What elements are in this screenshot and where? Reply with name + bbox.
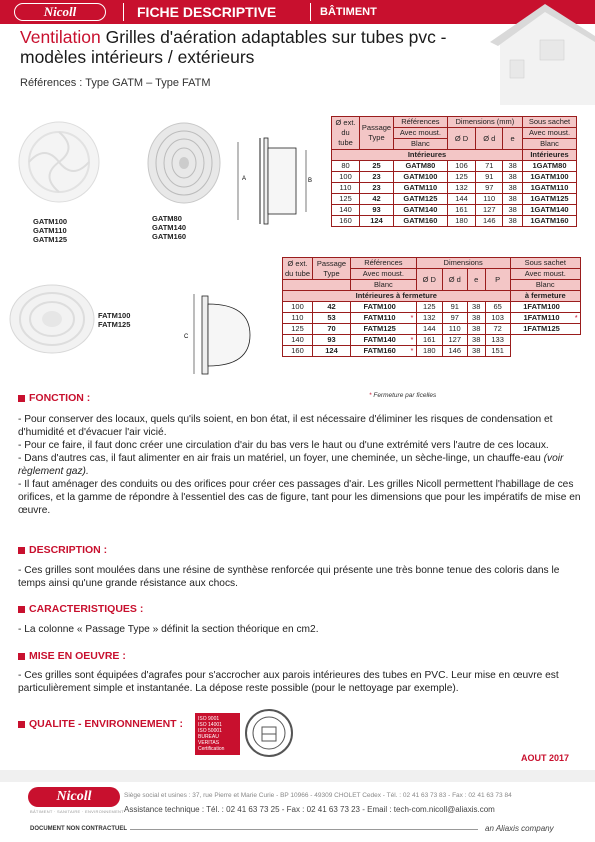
- col-sachet: Sous sachet: [510, 258, 580, 269]
- group-interieures: Intérieures à fermeture: [283, 291, 511, 302]
- table-row: 125 70 FATM125 144 110 38 72 1FATM125: [283, 324, 581, 335]
- fatm-dimension-drawing: [180, 290, 264, 378]
- bureau-veritas-badge-icon: [244, 707, 294, 759]
- product-label-gatm1: GATM100 GATM110 GATM125: [33, 217, 68, 244]
- col-blanc2: Blanc: [510, 280, 580, 291]
- col-e: e: [503, 128, 523, 150]
- col-avec2: Avec moust.: [510, 269, 580, 280]
- document-date: AOUT 2017: [521, 753, 570, 763]
- table-row: 110 53 FATM110 * 132 97 38 103 1FATM110 *: [283, 313, 581, 324]
- section-heading-description: DESCRIPTION :: [18, 544, 107, 556]
- references-line: Références : Type GATM – Type FATM: [20, 77, 211, 89]
- col-avec: Avec moust.: [351, 269, 417, 280]
- fatm-references-table: [282, 257, 581, 357]
- group-interieures2: Intérieures: [523, 150, 577, 161]
- title-keyword: Ventilation: [20, 27, 101, 47]
- header-title: FICHE DESCRIPTIVE: [137, 4, 277, 20]
- col-passage: Passage Type: [360, 117, 394, 150]
- footer-logo: Nicoll: [28, 787, 120, 807]
- page-title: [20, 27, 500, 67]
- table-row: 160 124 GATM160 180 146 38 1GATM160: [332, 216, 577, 227]
- col-avec2: Avec moust.: [523, 128, 577, 139]
- footer-disclaimer: DOCUMENT NON CONTRACTUEL: [30, 826, 127, 832]
- col-e: e: [467, 269, 485, 291]
- footer-technical-contact: Assistance technique : Tél. : 02 41 63 73 25 - Fax : 02 41 63 73 23 - Email : tech-com.nicoll@aliaxis.com: [124, 805, 495, 814]
- table-row: 100 23 GATM100 125 91 38 1GATM100: [332, 172, 577, 183]
- group-fermeture: à fermeture: [510, 291, 580, 302]
- header-divider: [310, 3, 311, 21]
- table-footnote: * Fermeture par ficelles: [369, 392, 437, 399]
- footer-address: Siège social et usines : 37, rue Pierre et Marie Curie - BP 10966 - 49309 CHOLET Cedex - Tél. : 02 41 63 73 83 - Fax : 02 41 63 73 84: [124, 792, 512, 799]
- col-sachet: Sous sachet: [523, 117, 577, 128]
- section-heading-mise-en-oeuvre: MISE EN OEUVRE :: [18, 650, 126, 662]
- header-subtitle: BÂTIMENT: [320, 6, 377, 18]
- dim-c-label: C: [184, 334, 189, 340]
- section-heading-qualite: QUALITE - ENVIRONNEMENT :: [18, 718, 183, 730]
- col-dimensions: Dimensions (mm): [447, 117, 522, 128]
- footer-divider: [130, 829, 478, 830]
- table-row: 80 25 GATM80 106 71 38 1GATM80: [332, 161, 577, 172]
- col-D: Ø D: [416, 269, 442, 291]
- section-heading-caracteristiques: CARACTERISTIQUES :: [18, 603, 143, 615]
- grille-gatm-louver-image: [146, 120, 222, 206]
- footer-tagline: BÂTIMENT · SANITAIRE · ENVIRONNEMENT: [30, 809, 124, 814]
- table-row: 125 42 GATM125 144 110 38 1GATM125: [332, 194, 577, 205]
- col-references: Références: [394, 117, 448, 128]
- gatm-dimension-drawing: [232, 132, 312, 230]
- title-line2: modèles intérieurs / extérieurs: [20, 47, 255, 67]
- brand-logo: Nicoll: [14, 3, 106, 21]
- table-row: 140 93 FATM140 * 161 127 38 133: [283, 335, 581, 346]
- section-heading-fonction: FONCTION :: [18, 392, 90, 404]
- table-row: 160 124 FATM160 * 180 146 38 151: [283, 346, 581, 357]
- product-label-fatm: FATM100 FATM125: [98, 311, 131, 329]
- table-row: 100 42 FATM100 125 91 38 65 1FATM100: [283, 302, 581, 313]
- col-references: Références: [351, 258, 417, 269]
- col-blanc: Blanc: [394, 139, 448, 150]
- section-body-fonction: - Pour conserver des locaux, quels qu'ils soient, en bon état, il est nécessaire d'éliminer les risques de condensation et d'humidité et d'évacuer l'air vicié. - Pour ce faire, il faut donc créer une circulation d'air du bas vers le haut ou d'une extrémité vers l'autre de ces locaux. - Dans d'autres cas, il faut alimenter en air frais un matériel, un foyer, une cheminée, un sèche-linge, un chauffe-eau (voir règlement gaz). - Il faut aménager des conduits ou des orifices pour créer ces passages d'air. Les grilles Nicoll permettent l'habillage de ces orifices, et la gamme de répondre à l'essentiel des cas de figure, tant pour les dimensions que pour les impératifs de mise en œuvre.: [18, 414, 581, 516]
- section-body-description: - Ces grilles sont moulées dans une résine de synthèse renforcée qui présente une très bonne tenue des coloris dans le temps ainsi qu'une grande résistance aux chocs.: [18, 565, 560, 589]
- table-row: 110 23 GATM110 132 97 38 1GATM110: [332, 183, 577, 194]
- group-interieures: Intérieures: [332, 150, 523, 161]
- col-D: Ø D: [447, 128, 475, 150]
- product-label-gatm2: GATM80 GATM140 GATM160: [152, 214, 187, 241]
- col-avec: Avec moust.: [394, 128, 448, 139]
- gatm-references-table: [331, 116, 577, 227]
- section-body-mise-en-oeuvre: - Ces grilles sont équipées d'agrafes pour s'accrocher aux parois intérieures des tubes en PVC. Leur mise en œuvre est particulièrement simple et instantanée. La dépose reste possible (pour le nettoyage par exemple).: [18, 670, 559, 694]
- dim-a-label: A: [242, 176, 247, 182]
- footer-aliaxis: an Aliaxis company: [485, 824, 554, 833]
- grille-gatm-round-image: [18, 118, 100, 206]
- col-blanc2: Blanc: [523, 139, 577, 150]
- section-body-caracteristiques: - La colonne « Passage Type » définit la section théorique en cm2.: [18, 624, 319, 635]
- title-rest: Grilles d'aération adaptables sur tubes pvc -: [100, 27, 447, 47]
- col-blanc: Blanc: [351, 280, 417, 291]
- col-diam: Ø ext. du tube: [283, 258, 313, 280]
- col-d: Ø d: [442, 269, 467, 291]
- dim-b-label: B: [308, 178, 312, 184]
- col-dimensions: Dimensions: [416, 258, 510, 269]
- header-divider: [123, 3, 124, 21]
- col-diam: Ø ext. du tube: [332, 117, 360, 150]
- col-passage: Passage Type: [313, 258, 351, 280]
- footer-band: [0, 770, 595, 782]
- iso-certification-logo: ISO 9001 ISO 14001 ISO 50001 BUREAU VERITAS Certification: [195, 713, 240, 755]
- col-d: Ø d: [476, 128, 503, 150]
- table-row: 140 93 GATM140 161 127 38 1GATM140: [332, 205, 577, 216]
- col-P: P: [485, 269, 510, 291]
- grille-fatm-image: [8, 283, 96, 355]
